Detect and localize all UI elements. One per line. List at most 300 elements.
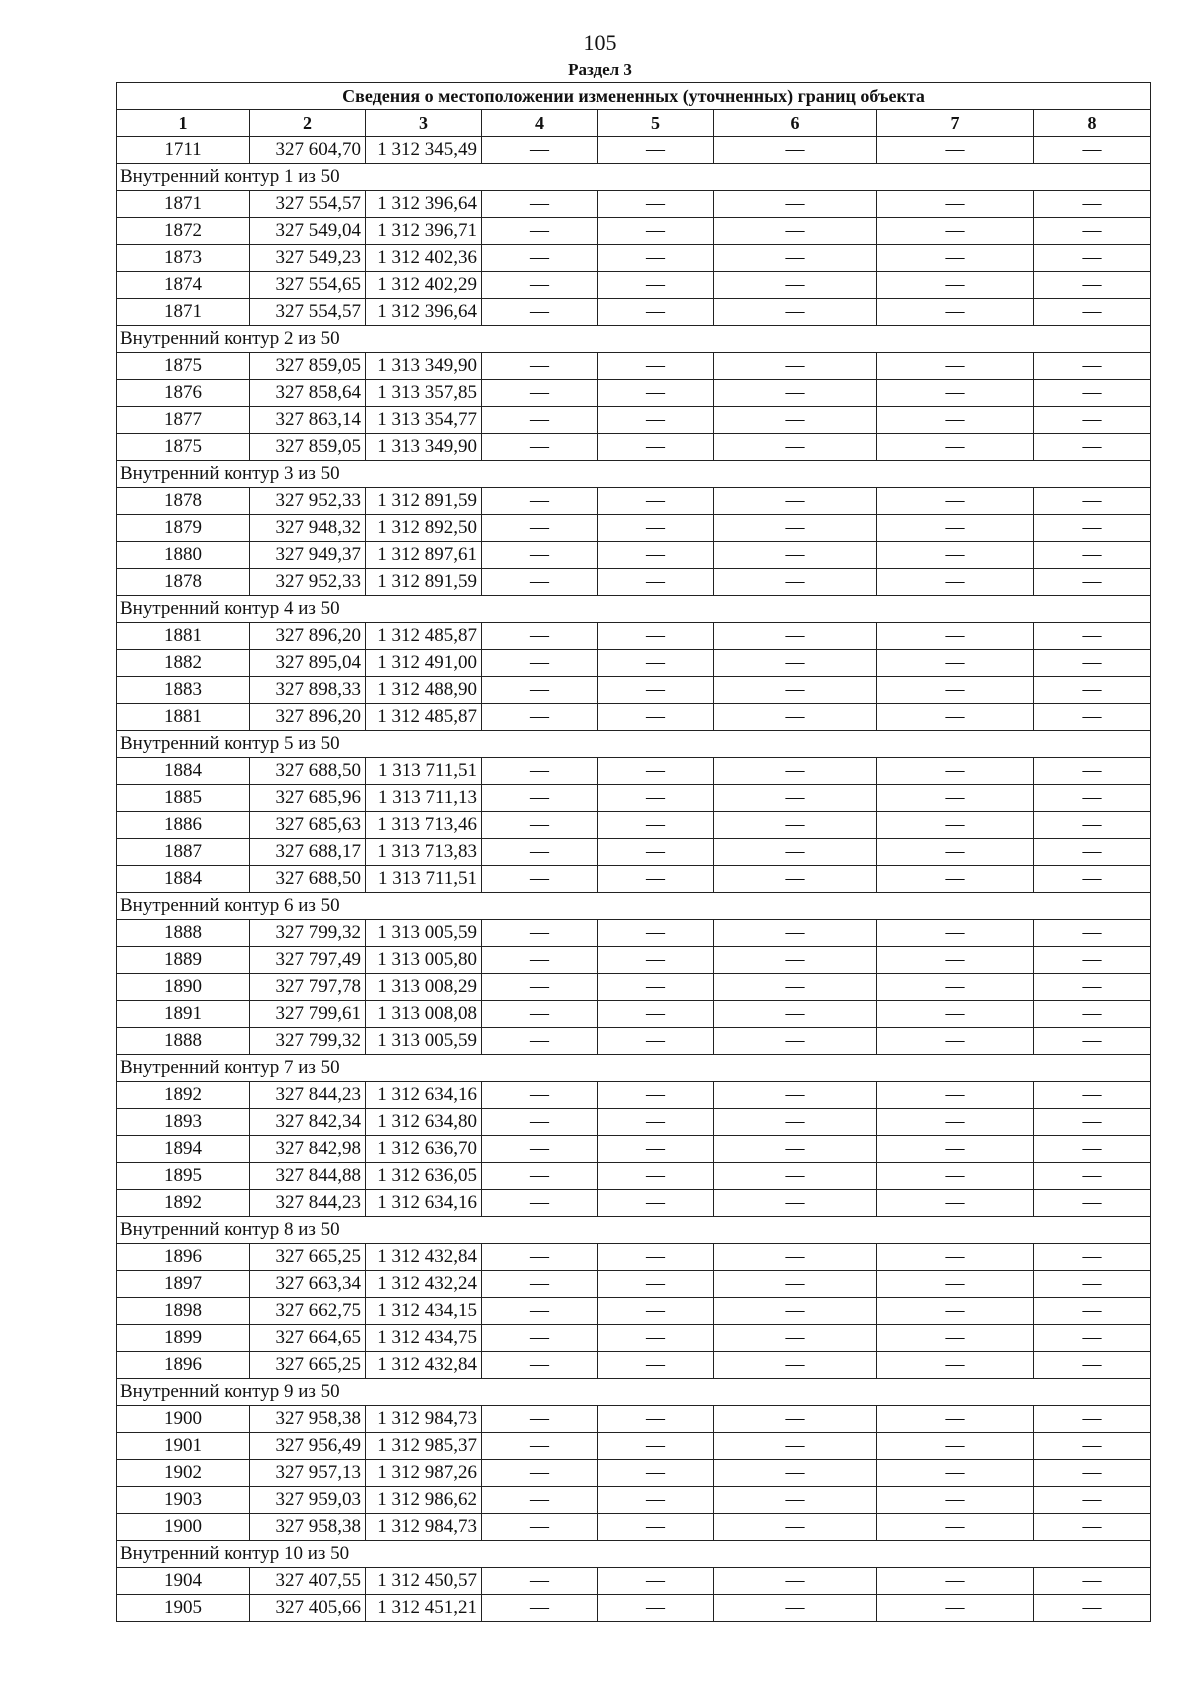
empty-value-cell: — [1034,353,1151,380]
empty-value-cell: — [482,569,598,596]
table-row [117,677,1151,704]
y-coordinate-cell: 1 313 713,46 [366,812,482,839]
empty-value-cell: — [1034,1352,1151,1379]
point-number-cell: 1894 [117,1136,250,1163]
empty-value-cell: — [598,1271,714,1298]
empty-value-cell: — [482,434,598,461]
empty-value-cell: — [1034,650,1151,677]
point-number-cell: 1875 [117,353,250,380]
y-coordinate-cell: 1 312 450,57 [366,1568,482,1595]
table-row [117,1514,1151,1541]
y-coordinate-cell: 1 313 711,51 [366,866,482,893]
y-coordinate-cell: 1 312 634,80 [366,1109,482,1136]
table-row [117,353,1151,380]
empty-value-cell: — [1034,1298,1151,1325]
y-coordinate-cell: 1 312 396,64 [366,299,482,326]
empty-value-cell: — [598,218,714,245]
y-coordinate-cell: 1 312 986,62 [366,1487,482,1514]
empty-value-cell: — [714,1163,877,1190]
point-number-cell: 1899 [117,1325,250,1352]
contour-label: Внутренний контур 5 из 50 [117,731,1151,758]
empty-value-cell: — [482,353,598,380]
empty-value-cell: — [598,1028,714,1055]
empty-value-cell: — [1034,1082,1151,1109]
contour-header-row [117,1217,1151,1244]
table-row [117,866,1151,893]
empty-value-cell: — [1034,569,1151,596]
empty-value-cell: — [482,1487,598,1514]
point-number-cell: 1874 [117,272,250,299]
x-coordinate-cell: 327 549,23 [250,245,366,272]
empty-value-cell: — [1034,1406,1151,1433]
empty-value-cell: — [714,839,877,866]
point-number-cell: 1895 [117,1163,250,1190]
x-coordinate-cell: 327 896,20 [250,623,366,650]
point-number-cell: 1900 [117,1406,250,1433]
point-number-cell: 1886 [117,812,250,839]
y-coordinate-cell: 1 313 713,83 [366,839,482,866]
empty-value-cell: — [877,569,1034,596]
empty-value-cell: — [714,1244,877,1271]
y-coordinate-cell: 1 312 432,24 [366,1271,482,1298]
empty-value-cell: — [598,434,714,461]
x-coordinate-cell: 327 952,33 [250,569,366,596]
table-row [117,1109,1151,1136]
empty-value-cell: — [877,1136,1034,1163]
x-coordinate-cell: 327 896,20 [250,704,366,731]
empty-value-cell: — [714,1028,877,1055]
contour-label: Внутренний контур 2 из 50 [117,326,1151,353]
empty-value-cell: — [877,1298,1034,1325]
empty-value-cell: — [714,569,877,596]
table-row [117,1433,1151,1460]
empty-value-cell: — [482,785,598,812]
empty-value-cell: — [1034,866,1151,893]
empty-value-cell: — [1034,677,1151,704]
column-header: 6 [714,110,877,137]
empty-value-cell: — [714,272,877,299]
point-number-cell: 1884 [117,758,250,785]
column-header: 3 [366,110,482,137]
empty-value-cell: — [1034,1244,1151,1271]
table-row [117,542,1151,569]
empty-value-cell: — [877,1028,1034,1055]
point-number-cell: 1876 [117,380,250,407]
empty-value-cell: — [714,1136,877,1163]
empty-value-cell: — [877,758,1034,785]
point-number-cell: 1893 [117,1109,250,1136]
empty-value-cell: — [598,1001,714,1028]
empty-value-cell: — [714,785,877,812]
empty-value-cell: — [482,1271,598,1298]
table-row [117,1163,1151,1190]
empty-value-cell: — [1034,974,1151,1001]
empty-value-cell: — [482,758,598,785]
empty-value-cell: — [877,1163,1034,1190]
empty-value-cell: — [714,299,877,326]
empty-value-cell: — [598,1433,714,1460]
table-row [117,974,1151,1001]
table-row [117,1568,1151,1595]
y-coordinate-cell: 1 312 634,16 [366,1190,482,1217]
x-coordinate-cell: 327 688,50 [250,866,366,893]
empty-value-cell: — [1034,191,1151,218]
x-coordinate-cell: 327 948,32 [250,515,366,542]
empty-value-cell: — [714,191,877,218]
x-coordinate-cell: 327 844,23 [250,1082,366,1109]
empty-value-cell: — [714,1487,877,1514]
empty-value-cell: — [598,1190,714,1217]
y-coordinate-cell: 1 312 636,05 [366,1163,482,1190]
y-coordinate-cell: 1 312 634,16 [366,1082,482,1109]
y-coordinate-cell: 1 313 354,77 [366,407,482,434]
empty-value-cell: — [482,272,598,299]
empty-value-cell: — [877,866,1034,893]
table-row [117,299,1151,326]
empty-value-cell: — [714,677,877,704]
table-row [117,650,1151,677]
y-coordinate-cell: 1 312 891,59 [366,488,482,515]
y-coordinate-cell: 1 313 005,59 [366,920,482,947]
table-row [117,191,1151,218]
empty-value-cell: — [598,1109,714,1136]
x-coordinate-cell: 327 958,38 [250,1406,366,1433]
empty-value-cell: — [1034,272,1151,299]
empty-value-cell: — [877,1325,1034,1352]
table-row [117,839,1151,866]
y-coordinate-cell: 1 313 005,80 [366,947,482,974]
contour-label: Внутренний контур 9 из 50 [117,1379,1151,1406]
contour-header-row [117,1055,1151,1082]
point-number-cell: 1872 [117,218,250,245]
table-row [117,434,1151,461]
table-row [117,623,1151,650]
empty-value-cell: — [482,623,598,650]
point-number-cell: 1896 [117,1352,250,1379]
empty-value-cell: — [598,1298,714,1325]
point-number-cell: 1889 [117,947,250,974]
y-coordinate-cell: 1 313 349,90 [366,434,482,461]
table-row [117,1244,1151,1271]
point-number-cell: 1896 [117,1244,250,1271]
x-coordinate-cell: 327 799,32 [250,1028,366,1055]
point-number-cell: 1883 [117,677,250,704]
empty-value-cell: — [877,704,1034,731]
empty-value-cell: — [598,380,714,407]
empty-value-cell: — [714,407,877,434]
empty-value-cell: — [1034,1433,1151,1460]
y-coordinate-cell: 1 312 984,73 [366,1406,482,1433]
table-row [117,1325,1151,1352]
point-number-cell: 1877 [117,407,250,434]
table-row [117,272,1151,299]
contour-header-row [117,893,1151,920]
empty-value-cell: — [714,1325,877,1352]
empty-value-cell: — [877,245,1034,272]
empty-value-cell: — [877,137,1034,164]
empty-value-cell: — [1034,758,1151,785]
empty-value-cell: — [714,920,877,947]
empty-value-cell: — [1034,839,1151,866]
empty-value-cell: — [598,569,714,596]
point-number-cell: 1711 [117,137,250,164]
point-number-cell: 1903 [117,1487,250,1514]
y-coordinate-cell: 1 312 485,87 [366,704,482,731]
point-number-cell: 1890 [117,974,250,1001]
empty-value-cell: — [877,677,1034,704]
empty-value-cell: — [714,1298,877,1325]
x-coordinate-cell: 327 688,50 [250,758,366,785]
empty-value-cell: — [1034,947,1151,974]
x-coordinate-cell: 327 405,66 [250,1595,366,1622]
empty-value-cell: — [714,380,877,407]
empty-value-cell: — [598,1244,714,1271]
empty-value-cell: — [1034,1325,1151,1352]
empty-value-cell: — [877,1271,1034,1298]
x-coordinate-cell: 327 799,32 [250,920,366,947]
point-number-cell: 1888 [117,1028,250,1055]
empty-value-cell: — [714,1433,877,1460]
section-title: Раздел 3 [568,60,632,79]
empty-value-cell: — [598,1082,714,1109]
empty-value-cell: — [482,1109,598,1136]
table-body [117,137,1151,1622]
empty-value-cell: — [877,380,1034,407]
table-row [117,920,1151,947]
empty-value-cell: — [877,353,1034,380]
empty-value-cell: — [877,1244,1034,1271]
contour-header-row [117,461,1151,488]
x-coordinate-cell: 327 858,64 [250,380,366,407]
x-coordinate-cell: 327 685,96 [250,785,366,812]
x-coordinate-cell: 327 664,65 [250,1325,366,1352]
x-coordinate-cell: 327 844,23 [250,1190,366,1217]
empty-value-cell: — [714,1352,877,1379]
contour-label: Внутренний контур 4 из 50 [117,596,1151,623]
empty-value-cell: — [1034,434,1151,461]
empty-value-cell: — [714,1595,877,1622]
x-coordinate-cell: 327 549,04 [250,218,366,245]
empty-value-cell: — [482,1433,598,1460]
table-row [117,704,1151,731]
table-row [117,758,1151,785]
empty-value-cell: — [714,488,877,515]
empty-value-cell: — [482,1244,598,1271]
y-coordinate-cell: 1 312 485,87 [366,623,482,650]
point-number-cell: 1900 [117,1514,250,1541]
x-coordinate-cell: 327 665,25 [250,1352,366,1379]
column-header: 5 [598,110,714,137]
y-coordinate-cell: 1 312 491,00 [366,650,482,677]
y-coordinate-cell: 1 313 008,29 [366,974,482,1001]
contour-label: Внутренний контур 7 из 50 [117,1055,1151,1082]
x-coordinate-cell: 327 799,61 [250,1001,366,1028]
empty-value-cell: — [1034,1514,1151,1541]
empty-value-cell: — [877,920,1034,947]
empty-value-cell: — [714,1514,877,1541]
empty-value-cell: — [877,623,1034,650]
point-number-cell: 1898 [117,1298,250,1325]
empty-value-cell: — [598,1595,714,1622]
empty-value-cell: — [1034,218,1151,245]
contour-header-row [117,731,1151,758]
empty-value-cell: — [598,1460,714,1487]
empty-value-cell: — [1034,1271,1151,1298]
empty-value-cell: — [714,353,877,380]
empty-value-cell: — [598,785,714,812]
point-number-cell: 1905 [117,1595,250,1622]
empty-value-cell: — [598,1406,714,1433]
empty-value-cell: — [598,677,714,704]
empty-value-cell: — [877,299,1034,326]
empty-value-cell: — [598,1514,714,1541]
empty-value-cell: — [877,1514,1034,1541]
empty-value-cell: — [482,974,598,1001]
empty-value-cell: — [482,677,598,704]
y-coordinate-cell: 1 312 434,15 [366,1298,482,1325]
x-coordinate-cell: 327 895,04 [250,650,366,677]
empty-value-cell: — [714,1406,877,1433]
contour-label: Внутренний контур 6 из 50 [117,893,1151,920]
point-number-cell: 1892 [117,1082,250,1109]
x-coordinate-cell: 327 604,70 [250,137,366,164]
y-coordinate-cell: 1 312 345,49 [366,137,482,164]
empty-value-cell: — [1034,380,1151,407]
x-coordinate-cell: 327 859,05 [250,434,366,461]
empty-value-cell: — [598,974,714,1001]
empty-value-cell: — [482,380,598,407]
empty-value-cell: — [714,1190,877,1217]
empty-value-cell: — [482,1595,598,1622]
table-row [117,1190,1151,1217]
empty-value-cell: — [598,488,714,515]
point-number-cell: 1881 [117,704,250,731]
column-header-row [117,110,1151,137]
empty-value-cell: — [877,1082,1034,1109]
point-number-cell: 1891 [117,1001,250,1028]
empty-value-cell: — [482,812,598,839]
x-coordinate-cell: 327 554,65 [250,272,366,299]
x-coordinate-cell: 327 842,34 [250,1109,366,1136]
empty-value-cell: — [714,758,877,785]
contour-label: Внутренний контур 1 из 50 [117,164,1151,191]
empty-value-cell: — [877,434,1034,461]
empty-value-cell: — [877,650,1034,677]
x-coordinate-cell: 327 958,38 [250,1514,366,1541]
table-row [117,812,1151,839]
x-coordinate-cell: 327 797,49 [250,947,366,974]
empty-value-cell: — [1034,488,1151,515]
empty-value-cell: — [877,218,1034,245]
column-header: 1 [117,110,250,137]
empty-value-cell: — [877,1433,1034,1460]
point-number-cell: 1881 [117,623,250,650]
x-coordinate-cell: 327 863,14 [250,407,366,434]
y-coordinate-cell: 1 312 488,90 [366,677,482,704]
table-row [117,1406,1151,1433]
empty-value-cell: — [482,866,598,893]
point-number-cell: 1884 [117,866,250,893]
empty-value-cell: — [598,137,714,164]
point-number-cell: 1885 [117,785,250,812]
y-coordinate-cell: 1 313 349,90 [366,353,482,380]
y-coordinate-cell: 1 313 008,08 [366,1001,482,1028]
empty-value-cell: — [1034,920,1151,947]
contour-header-row [117,1379,1151,1406]
empty-value-cell: — [1034,299,1151,326]
point-number-cell: 1871 [117,191,250,218]
empty-value-cell: — [598,1163,714,1190]
empty-value-cell: — [1034,1190,1151,1217]
empty-value-cell: — [714,1568,877,1595]
empty-value-cell: — [1034,1001,1151,1028]
empty-value-cell: — [714,542,877,569]
empty-value-cell: — [1034,1487,1151,1514]
table-row [117,407,1151,434]
y-coordinate-cell: 1 313 005,59 [366,1028,482,1055]
empty-value-cell: — [1034,515,1151,542]
empty-value-cell: — [598,947,714,974]
contour-header-row [117,164,1151,191]
empty-value-cell: — [598,1136,714,1163]
empty-value-cell: — [598,407,714,434]
y-coordinate-cell: 1 312 985,37 [366,1433,482,1460]
x-coordinate-cell: 327 554,57 [250,191,366,218]
contour-header-row [117,1541,1151,1568]
empty-value-cell: — [714,515,877,542]
empty-value-cell: — [482,1460,598,1487]
empty-value-cell: — [877,1109,1034,1136]
y-coordinate-cell: 1 312 432,84 [366,1352,482,1379]
contour-label: Внутренний контур 3 из 50 [117,461,1151,488]
y-coordinate-cell: 1 312 984,73 [366,1514,482,1541]
x-coordinate-cell: 327 665,25 [250,1244,366,1271]
y-coordinate-cell: 1 312 897,61 [366,542,482,569]
empty-value-cell: — [877,515,1034,542]
y-coordinate-cell: 1 312 396,71 [366,218,482,245]
x-coordinate-cell: 327 407,55 [250,1568,366,1595]
empty-value-cell: — [877,785,1034,812]
empty-value-cell: — [714,218,877,245]
x-coordinate-cell: 327 959,03 [250,1487,366,1514]
empty-value-cell: — [1034,1568,1151,1595]
table-row [117,1595,1151,1622]
y-coordinate-cell: 1 312 987,26 [366,1460,482,1487]
empty-value-cell: — [877,407,1034,434]
empty-value-cell: — [482,1514,598,1541]
empty-value-cell: — [714,245,877,272]
empty-value-cell: — [598,1568,714,1595]
y-coordinate-cell: 1 313 711,51 [366,758,482,785]
empty-value-cell: — [1034,1028,1151,1055]
y-coordinate-cell: 1 313 711,13 [366,785,482,812]
empty-value-cell: — [598,272,714,299]
table-row [117,137,1151,164]
y-coordinate-cell: 1 312 434,75 [366,1325,482,1352]
empty-value-cell: — [482,1325,598,1352]
empty-value-cell: — [714,623,877,650]
x-coordinate-cell: 327 952,33 [250,488,366,515]
table-row [117,1136,1151,1163]
empty-value-cell: — [877,1001,1034,1028]
empty-value-cell: — [598,299,714,326]
table-row [117,1298,1151,1325]
empty-value-cell: — [877,1595,1034,1622]
empty-value-cell: — [482,1163,598,1190]
empty-value-cell: — [714,866,877,893]
table-row [117,515,1151,542]
table-row [117,218,1151,245]
